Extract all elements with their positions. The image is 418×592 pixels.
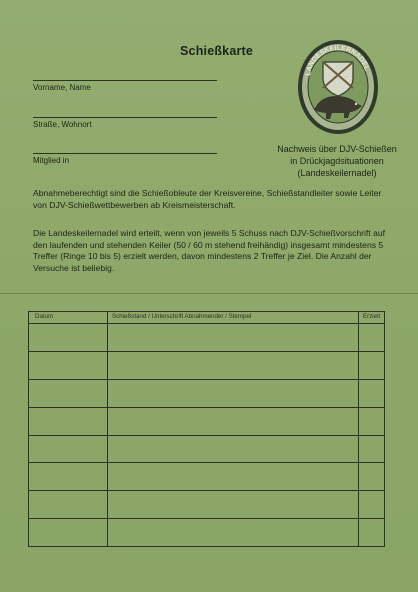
card-title: Schießkarte (180, 44, 254, 58)
membership-field-label: Mitglied in (33, 156, 70, 165)
emblem-text: LANDESKEILERNADEL (305, 44, 370, 77)
table-row[interactable] (29, 436, 384, 463)
table-row[interactable] (29, 463, 384, 490)
address-field[interactable] (33, 117, 217, 129)
proof-title-line: (Landeskeilernadel) (297, 168, 377, 178)
proof-title (262, 143, 412, 179)
award-rules-paragraph: Die Landeskeilernadel wird erteilt, wenn von jeweils 5 Schuss nach DJV-Schießvorschrift auf den laufenden und stehenden Keiler (50 / 60 m stehend freihändig) insgesamt mindestens 5 Treffer (Ringe 10 bis 5) erzielt werden, davon mindestens 2 Treffer je Ziel. Die Anzahl der Versuche ist beliebig. (33, 228, 386, 273)
table-row[interactable] (29, 352, 384, 379)
address-field-label: Straße, Wohnort (33, 120, 92, 129)
header-range-signature: Schießstand / Unterschrift Abnahmender / Stempel (112, 313, 252, 320)
header-date: Datum (35, 313, 54, 320)
proof-title-line: in Drückjagdsituationen (290, 156, 384, 166)
table-row[interactable] (29, 380, 384, 407)
eligibility-paragraph: Abnahmeberechtigt sind die Schießobleute der Kreisvereine, Schießstandleiter sowie Leiter von DJV-Schießwettbewerben ab Kreismeisterschaft. (33, 188, 382, 210)
results-table (28, 311, 385, 547)
name-field[interactable] (33, 80, 217, 92)
table-row[interactable] (29, 324, 384, 351)
boar-emblem-icon (296, 38, 380, 136)
name-field-label: Vorname, Name (33, 83, 91, 92)
fold-line (0, 293, 418, 294)
table-row[interactable] (29, 519, 384, 546)
table-row[interactable] (29, 491, 384, 518)
membership-field[interactable] (33, 153, 217, 165)
proof-title-line: Nachweis über DJV-Schießen (277, 144, 397, 154)
header-hits: Erzielt (363, 313, 381, 320)
table-row[interactable] (29, 408, 384, 435)
